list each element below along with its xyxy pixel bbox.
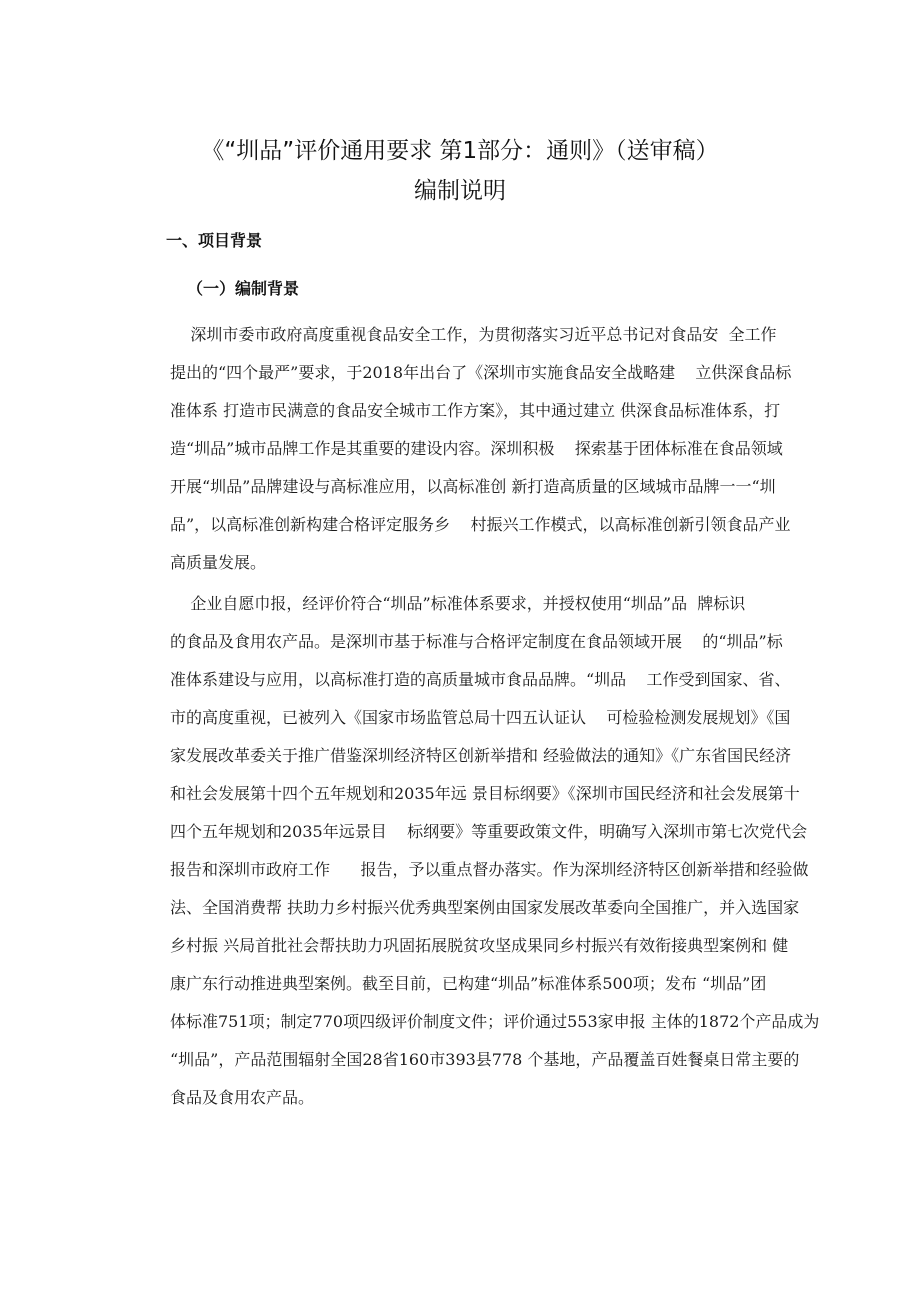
paragraph-1-line: 开展“圳品”品牌建设与高标准应用，以高标准创 新打造高质量的区域城市品牌一一“圳 [170, 477, 776, 496]
paragraph-2-line: 企业自愿巾报，经评价符合“圳品”标准体系要求，并授权使用“圳品”品 牌标识 [170, 594, 746, 613]
paragraph-1-line: 品”，以高标准创新构建合格评定服务乡 村振兴工作模式，以高标准创新引领食品产业 [170, 515, 791, 534]
paragraph-2-line: 市的高度重视，已被列入《国家市场监管总局十四五认证认 可检验检测发展规划》《国 [170, 708, 791, 727]
document-title: 《“圳品”评价通用要求 第1部分：通则》（送审稿） [201, 138, 719, 164]
paragraph-1-line: 深圳市委市政府高度重视食品安全工作，为贯彻落实习近平总书记对食品安 全工作 [170, 325, 777, 344]
paragraph-2-line: 法、全国消费帮 扶助力乡村振兴优秀典型案例由国家发展改革委向全国推广，并入选国家 [170, 898, 800, 917]
paragraph-2-line: 食品及食用农产品。 [170, 1088, 315, 1107]
paragraph-2-line: 和社会发展第十四个五年规划和2035年远 景目标纲要》《深圳市国民经济和社会发展第十 [170, 784, 800, 803]
document-subtitle: 编制说明 [414, 178, 506, 204]
paragraph-2-line: 报告和深圳市政府工作 报告，予以重点督办落实。作为深圳经济特区创新举措和经验做 [170, 860, 809, 879]
section-heading-background: 一、项目背景 [166, 231, 263, 250]
paragraph-2-line: 乡村振 兴局首批社会帮扶助力巩固拓展脱贫攻坚成果同乡村振兴有效衔接典型案例和 健 [170, 936, 789, 955]
paragraph-2-line: 的食品及食用农产品。是深圳市基于标准与合格评定制度在食品领域开展 的“圳品”标 [170, 632, 783, 651]
subsection-heading-compilation: （一）编制背景 [187, 279, 300, 298]
paragraph-1-line: 提出的“四个最严”要求，于2018年出台了《深圳市实施食品安全战略建 立供深食品标 [170, 363, 792, 382]
paragraph-1-line: 准体系 打造市民满意的食品安全城市工作方案》，其中通过建立 供深食品标准体系，打 [170, 401, 781, 420]
paragraph-1-line: 造“圳品”城市品牌工作是其重要的建设内容。深圳积极 探索基于团体标准在食品领域 [170, 439, 783, 458]
paragraph-2-line: 康广东行动推进典型案例。截至目前，已构建“圳品”标准体系500项；发布 “圳品”团 [170, 974, 767, 993]
paragraph-2-line: 体标准751项；制定770项四级评价制度文件；评价通过553家申报 主体的1872个产品成为 [170, 1012, 820, 1031]
paragraph-2-line: 准体系建设与应用，以高标准打造的高质量城市食品品牌。“圳品 工作受到国家、省、 [170, 670, 791, 689]
paragraph-2-line: “圳品”，产品范围辐射全国28省160市393县778 个基地，产品覆盖百姓餐桌日常主要的 [170, 1050, 800, 1069]
paragraph-1-line: 高质量发展。 [170, 553, 267, 572]
paragraph-2-line: 四个五年规划和2035年远景目 标纲要》等重要政策文件，明确写入深圳市第七次党代会 [170, 822, 808, 841]
paragraph-2-line: 家发展改革委关于推广借鉴深圳经济特区创新举措和 经验做法的通知》《广东省国民经济 [170, 746, 792, 765]
